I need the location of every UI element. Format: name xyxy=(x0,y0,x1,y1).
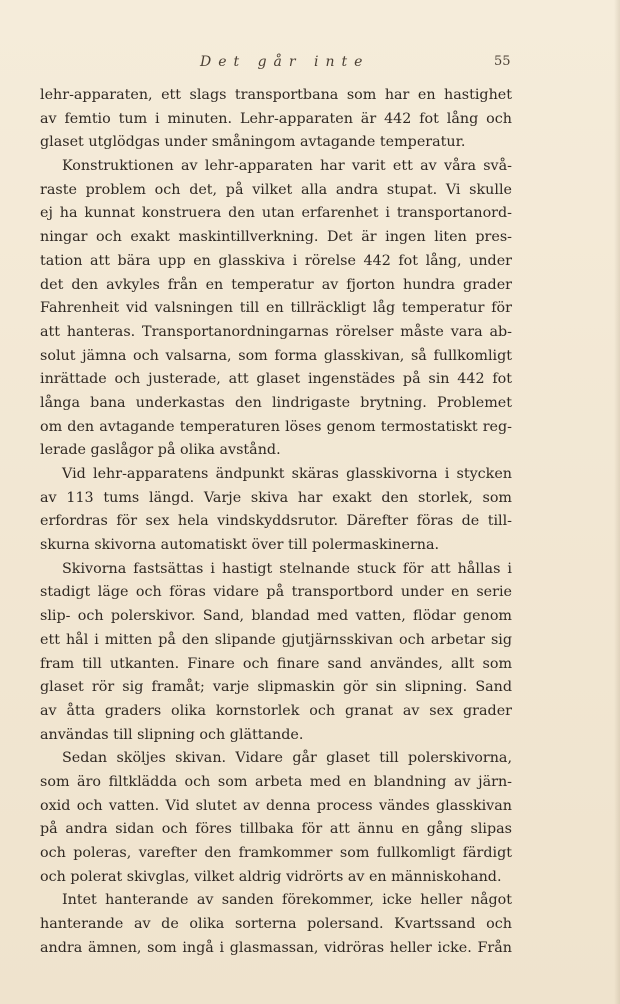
text-line: Intet hanterande av sanden förekommer, icke heller något xyxy=(62,892,512,909)
text-line: glaset rör sig framåt; varje slipmaskin gör sin slipning. Sand xyxy=(40,679,512,696)
text-line: Skivorna fastsättas i hastigt stelnande stuck för att hållas i xyxy=(62,560,512,577)
text-line: Sedan sköljes skivan. Vidare går glaset till polerskivorna, xyxy=(62,750,512,767)
text-line: och poleras, varefter den framkommer som fullkomligt färdigt xyxy=(40,845,512,861)
text-line: andra ämnen, som ingå i glasmassan, vidröras heller icke. Från xyxy=(40,939,512,956)
text-line: av 113 tums längd. Varje skiva har exakt den storlek, som xyxy=(40,489,512,506)
text-line: lerade gaslågor på olika avstånd. xyxy=(40,442,281,459)
text-line: av åtta graders olika kornstorlek och granat av sex grader xyxy=(40,702,512,719)
page-number: 55 xyxy=(494,54,511,69)
text-line: att hanteras. Transportanordningarnas rörelser måste vara ab- xyxy=(40,323,512,340)
text-line: och polerat skivglas, vilket aldrig vidrörts av en människohand. xyxy=(40,868,502,885)
text-line: ej ha kunnat konstruera den utan erfarenhet i transportanord- xyxy=(40,205,512,222)
text-line: tation att bära upp en glasskiva i rörelse 442 fot lång, under xyxy=(40,252,512,269)
text-line: glaset utglödgas under småningom avtagande temperatur. xyxy=(40,134,466,151)
text-line: Konstruktionen av lehr-apparaten har varit ett av våra svå- xyxy=(62,158,512,175)
text-line: fram till utkanten. Finare och finare sand användes, allt som xyxy=(40,655,512,672)
text-line: Fahrenheit vid valsningen till en tillräckligt låg temperatur för xyxy=(40,300,512,317)
text-line: lehr-apparaten, ett slags transportbana som har en hastighet xyxy=(40,87,512,103)
text-line: oxid och vatten. Vid slutet av denna process vändes glasskivan xyxy=(40,797,512,814)
text-line: ett hål i mitten på den slipande gjutjärnsskivan och arbetar sig xyxy=(40,631,512,648)
text-line: raste problem och det, på vilket alla andra stupat. Vi skulle xyxy=(40,181,512,198)
text-line: inrättade och justerade, att glaset ingenstädes på sin 442 fot xyxy=(40,371,512,388)
text-line: av femtio tum i minuten. Lehr-apparaten är 442 fot lång och xyxy=(40,110,512,127)
text-line: erfordras för sex hela vindskyddsrutor. Därefter föras de till- xyxy=(40,513,512,530)
text-line: hanterande av de olika sorterna polersand. Kvartssand och xyxy=(40,916,512,933)
page-header xyxy=(0,54,620,78)
text-line: det den avkyles från en temperatur av fjorton hundra grader xyxy=(40,276,512,293)
running-title: Det går inte xyxy=(200,54,370,70)
text-line: stadigt läge och föras vidare på transportbord under en serie xyxy=(40,584,512,601)
text-line: på andra sidan och föres tillbaka för att ännu en gång slipas xyxy=(40,821,512,838)
text-line: långa bana underkastas den lindrigaste brytning. Problemet xyxy=(40,394,512,411)
text-line: användas till slipning och glättande. xyxy=(40,726,304,743)
text-line: om den avtagande temperaturen löses genom termostatiskt reg- xyxy=(40,418,512,435)
text-line: skurna skivorna automatiskt över till polermaskinerna. xyxy=(40,537,440,554)
text-line: solut jämna och valsarna, som forma glasskivan, så fullkomligt xyxy=(40,347,512,364)
text-line: slip- och polerskivor. Sand, blandad med vatten, flödar genom xyxy=(40,608,512,625)
text-line: ningar och exakt maskintillverkning. Det är ingen liten pres- xyxy=(40,229,512,246)
text-line: som äro filtklädda och som arbeta med en blandning av järn- xyxy=(40,773,512,790)
body-text xyxy=(40,84,512,960)
text-line: Vid lehr-apparatens ändpunkt skäras glasskivorna i stycken xyxy=(62,466,512,482)
